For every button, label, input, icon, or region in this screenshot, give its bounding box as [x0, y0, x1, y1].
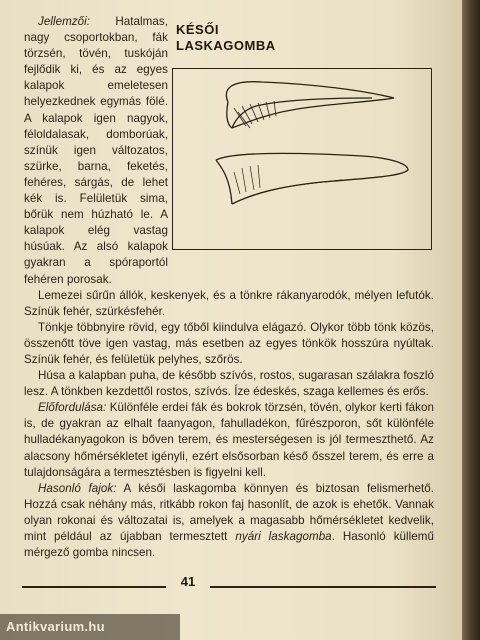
- similar-text: A késői laskagomba könnyen és biztosan felismerhető. Hozzá csak néhány más, ritkább rokon faj hasonlít, de azok is ehetők. Vannak olyan rokonai és változatai is, amelyek a magasabb hőmérsékletet kedvelik, mint például az újabban termesztett: [24, 481, 434, 543]
- similar-italic-name: nyári laskagomba: [235, 530, 332, 543]
- intro-label: Jellemzői:: [38, 15, 91, 28]
- occurrence-paragraph: [24, 400, 434, 480]
- watermark-text: Antikvarium.hu: [6, 619, 105, 634]
- page-number: 41: [180, 574, 196, 589]
- occurrence-text: Különféle erdei fák és bokrok törzsén, tövén, olykor kerti fákon is, de gyakran az elhalt faanyagon, fahulladékon, fűrészporon, sőt különféle hulladékanyagokon is bőven terem, és mesterségesen is jól termeszthető. Az alacsony hőmérsékletet igényli, ezért elsősorban késő ősszel terem, és erre a tulajdonságára a termesztésben is figyelni kell.: [24, 401, 434, 479]
- article-body: [24, 14, 434, 561]
- intro-text: Hatalmas, nagy csoportokban, fák törzsén, tövén, tuskóján fejlődik ki, és az egyes kalapok emeletesen helyezkednek egymás fölé. A kalapok igen nagyok, féloldalasak, domborúak, színük igen változatos, szürke, barna, feketés, fehéres, sárgás, de lehet kék is. Felületük sima, bőrük nem húzható le. A kalapok elég vastag húsúak. Az alsó kalapok gyakran a spóraportól fehéren porosak.: [24, 15, 168, 286]
- figure-space: [176, 14, 434, 262]
- similar-species-paragraph: [24, 481, 434, 561]
- title-line-1: KÉSŐI: [176, 22, 219, 37]
- gills-paragraph: Lemezei sűrűn állók, keskenyek, és a tönkre rákanyarodók, mélyen lefutók. Színük fehér, szürkésfehér.: [24, 288, 434, 318]
- title-line-2: LASKAGOMBA: [176, 38, 276, 53]
- similar-label: Hasonló fajok:: [38, 481, 117, 495]
- footer-rule-left: [22, 586, 166, 588]
- occurrence-label: Előfordulása:: [38, 401, 107, 415]
- similar-text-end: . Hasonló küllemű mérgező gomba nincsen.: [24, 530, 435, 560]
- watermark: [0, 614, 180, 640]
- book-spine-edge: [462, 0, 480, 640]
- footer-rule-right: [210, 586, 436, 588]
- stem-paragraph: Tönkje többnyire rövid, egy tőből kiindulva elágazó. Olykor több tönk közös, összenőtt töve igen vastag, más esetben az egyes tönkök hosszúra nyúltak. Színük fehér, és felületük pelyhes, szőrös.: [24, 320, 434, 366]
- flesh-paragraph: Húsa a kalapban puha, de később szívós, rostos, sugarasan szálakra foszló lesz. A tönkben kezdettől rostos, szívós. Íze édeskés, szaga kellemes és erős.: [24, 369, 434, 399]
